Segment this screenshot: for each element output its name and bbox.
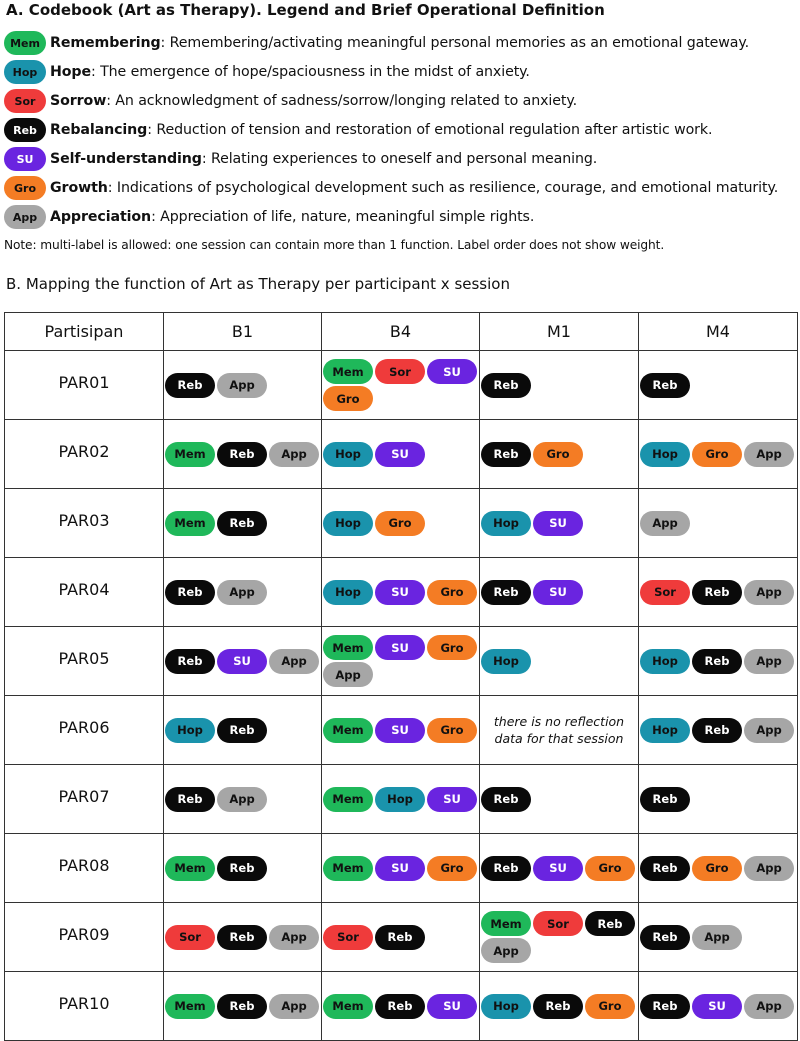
legend-text	[50, 122, 712, 138]
code-pill-gro: Gro	[533, 442, 583, 467]
session-cell	[480, 627, 639, 696]
code-pill-su: SU	[375, 718, 425, 743]
code-pill-app: App	[269, 925, 319, 950]
session-cell	[639, 351, 798, 420]
code-pill-hop: Hop	[165, 718, 215, 743]
code-pill-su: SU	[533, 856, 583, 881]
code-pill-sor: Sor	[375, 359, 425, 384]
pill-group	[322, 442, 478, 467]
code-pill-gro: Gro	[692, 442, 742, 467]
session-cell	[322, 765, 480, 834]
code-pill-reb: Reb	[640, 787, 690, 812]
session-cell	[480, 903, 639, 972]
pill-group	[639, 511, 795, 536]
code-pill-mem: Mem	[165, 856, 215, 881]
code-pill-app: App	[481, 938, 531, 963]
pill-group	[480, 442, 636, 467]
code-pill-hop: Hop	[640, 649, 690, 674]
pill-group	[480, 911, 636, 963]
session-cell	[639, 765, 798, 834]
code-pill-gro: Gro	[4, 176, 46, 200]
participant-name: PAR01	[5, 351, 164, 420]
participant-name: PAR09	[5, 903, 164, 972]
table-row	[5, 627, 798, 696]
legend-term: Appreciation	[50, 209, 152, 225]
legend-definition: : Appreciation of life, nature, meaningful simple rights.	[151, 209, 535, 225]
code-pill-su: SU	[375, 580, 425, 605]
code-pill-mem: Mem	[323, 994, 373, 1019]
table-row	[5, 489, 798, 558]
session-cell	[480, 558, 639, 627]
participant-name: PAR03	[5, 489, 164, 558]
pill-group	[322, 787, 478, 812]
pill-group	[639, 925, 795, 950]
code-pill-gro: Gro	[585, 994, 635, 1019]
code-pill-hop: Hop	[323, 580, 373, 605]
code-pill-app: App	[744, 856, 794, 881]
session-cell	[639, 972, 798, 1041]
session-cell	[480, 489, 639, 558]
code-pill-reb: Reb	[165, 787, 215, 812]
pill-group	[480, 373, 636, 398]
pill-group	[639, 994, 795, 1019]
code-pill-app: App	[217, 580, 267, 605]
code-pill-reb: Reb	[217, 442, 267, 467]
code-pill-reb: Reb	[165, 373, 215, 398]
code-pill-mem: Mem	[323, 635, 373, 660]
header-b1: B1	[164, 313, 322, 351]
legend-row-hop	[4, 59, 530, 85]
code-pill-hop: Hop	[323, 511, 373, 536]
code-pill-reb: Reb	[640, 925, 690, 950]
legend-text	[50, 64, 530, 80]
pill-group	[322, 718, 478, 743]
section-b-title: B. Mapping the function of Art as Therapy per participant x session	[6, 275, 510, 293]
session-cell	[164, 903, 322, 972]
session-cell	[164, 696, 322, 765]
session-cell	[480, 834, 639, 903]
code-pill-app: App	[744, 580, 794, 605]
legend-definition: : Remembering/activating meaningful personal memories as an emotional gateway.	[160, 35, 750, 51]
pill-group	[164, 856, 320, 881]
legend-text	[50, 209, 534, 225]
pill-group	[480, 580, 636, 605]
pill-group	[639, 580, 795, 605]
session-cell	[322, 558, 480, 627]
code-pill-reb: Reb	[375, 994, 425, 1019]
legend-row-mem	[4, 30, 749, 56]
code-pill-su: SU	[692, 994, 742, 1019]
code-pill-gro: Gro	[323, 386, 373, 411]
pill-group	[322, 925, 478, 950]
code-pill-reb: Reb	[640, 373, 690, 398]
pill-group	[639, 442, 795, 467]
code-pill-sor: Sor	[323, 925, 373, 950]
code-pill-gro: Gro	[427, 580, 477, 605]
code-pill-su: SU	[427, 787, 477, 812]
legend-definition: : Reduction of tension and restoration of emotional regulation after artistic work.	[147, 122, 713, 138]
code-pill-hop: Hop	[4, 60, 46, 84]
code-pill-gro: Gro	[427, 856, 477, 881]
session-cell	[322, 627, 480, 696]
code-pill-hop: Hop	[481, 994, 531, 1019]
session-cell	[639, 903, 798, 972]
header-m4: M4	[639, 313, 798, 351]
participant-name: PAR08	[5, 834, 164, 903]
participant-name: PAR05	[5, 627, 164, 696]
code-pill-app: App	[269, 442, 319, 467]
header-m1: M1	[480, 313, 639, 351]
code-pill-su: SU	[533, 580, 583, 605]
table-row	[5, 696, 798, 765]
code-pill-reb: Reb	[375, 925, 425, 950]
legend-term: Growth	[50, 180, 108, 196]
code-pill-mem: Mem	[165, 442, 215, 467]
session-cell	[480, 696, 639, 765]
legend-row-gro	[4, 175, 778, 201]
pill-group	[164, 580, 320, 605]
session-cell	[480, 765, 639, 834]
session-cell	[322, 972, 480, 1041]
table-row	[5, 903, 798, 972]
code-pill-app: App	[323, 662, 373, 687]
code-pill-hop: Hop	[640, 442, 690, 467]
pill-group	[164, 925, 320, 950]
session-cell	[480, 972, 639, 1041]
code-pill-reb: Reb	[533, 994, 583, 1019]
pill-group	[322, 635, 478, 687]
table-header-row	[5, 313, 798, 351]
legend-definition: : The emergence of hope/spaciousness in the midst of anxiety.	[91, 64, 530, 80]
code-pill-hop: Hop	[481, 511, 531, 536]
table-row	[5, 351, 798, 420]
code-pill-reb: Reb	[165, 580, 215, 605]
code-pill-su: SU	[375, 635, 425, 660]
legend-term: Sorrow	[50, 93, 107, 109]
code-pill-sor: Sor	[4, 89, 46, 113]
pill-group	[164, 442, 320, 467]
pill-group	[480, 856, 636, 881]
mapping-table	[4, 312, 798, 1041]
code-pill-app: App	[269, 994, 319, 1019]
session-cell	[164, 972, 322, 1041]
legend-row-sor	[4, 88, 577, 114]
legend-row-reb	[4, 117, 712, 143]
code-pill-reb: Reb	[640, 994, 690, 1019]
pill-group	[164, 994, 320, 1019]
legend-term: Remembering	[50, 35, 161, 51]
code-pill-reb: Reb	[481, 856, 531, 881]
session-cell	[164, 420, 322, 489]
code-pill-reb: Reb	[585, 911, 635, 936]
session-cell	[164, 351, 322, 420]
section-a-title: A. Codebook (Art as Therapy). Legend and Brief Operational Definition	[6, 1, 605, 19]
table-row	[5, 558, 798, 627]
legend-text	[50, 35, 749, 51]
session-cell	[639, 834, 798, 903]
legend-text	[50, 180, 778, 196]
session-cell	[322, 420, 480, 489]
code-pill-reb: Reb	[481, 787, 531, 812]
code-pill-gro: Gro	[427, 718, 477, 743]
pill-group	[480, 511, 636, 536]
note-text: Note: multi-label is allowed: one session can contain more than 1 function. Label order does not show weight.	[4, 238, 665, 252]
session-cell	[639, 696, 798, 765]
table-row	[5, 420, 798, 489]
table-row	[5, 972, 798, 1041]
session-cell	[639, 489, 798, 558]
pill-group	[164, 511, 320, 536]
pill-group	[164, 373, 320, 398]
legend-term: Rebalancing	[50, 122, 148, 138]
code-pill-sor: Sor	[640, 580, 690, 605]
session-cell	[322, 903, 480, 972]
no-data-note: there is no reflection data for that session	[493, 714, 625, 746]
code-pill-app: App	[744, 994, 794, 1019]
session-cell	[639, 627, 798, 696]
session-cell	[322, 696, 480, 765]
table-body	[5, 351, 798, 1041]
code-pill-reb: Reb	[217, 925, 267, 950]
pill-group	[164, 649, 320, 674]
session-cell	[164, 627, 322, 696]
code-pill-su: SU	[375, 442, 425, 467]
code-pill-mem: Mem	[481, 911, 531, 936]
code-pill-su: SU	[4, 147, 46, 171]
header-participant: Partisipan	[5, 313, 164, 351]
code-pill-reb: Reb	[165, 649, 215, 674]
code-pill-gro: Gro	[427, 635, 477, 660]
code-pill-su: SU	[427, 359, 477, 384]
legend-term: Hope	[50, 64, 91, 80]
code-pill-reb: Reb	[4, 118, 46, 142]
code-pill-reb: Reb	[481, 442, 531, 467]
code-pill-su: SU	[427, 994, 477, 1019]
code-pill-mem: Mem	[4, 31, 46, 55]
header-b4: B4	[322, 313, 480, 351]
pill-group	[164, 787, 320, 812]
session-cell	[639, 558, 798, 627]
pill-group	[322, 856, 478, 881]
code-pill-app: App	[640, 511, 690, 536]
legend-definition: : An acknowledgment of sadness/sorrow/longing related to anxiety.	[106, 93, 578, 109]
pill-group	[164, 718, 320, 743]
pill-group	[480, 787, 636, 812]
session-cell	[164, 765, 322, 834]
code-pill-mem: Mem	[323, 787, 373, 812]
session-cell	[164, 558, 322, 627]
pill-group	[322, 359, 478, 411]
pill-group	[639, 856, 795, 881]
code-pill-gro: Gro	[375, 511, 425, 536]
code-pill-app: App	[744, 442, 794, 467]
table-row	[5, 834, 798, 903]
session-cell	[480, 351, 639, 420]
code-pill-su: SU	[375, 856, 425, 881]
session-cell	[164, 834, 322, 903]
code-pill-mem: Mem	[323, 856, 373, 881]
code-pill-reb: Reb	[481, 580, 531, 605]
code-pill-reb: Reb	[217, 718, 267, 743]
code-pill-hop: Hop	[640, 718, 690, 743]
legend-term: Self-understanding	[50, 151, 202, 167]
session-cell	[322, 351, 480, 420]
code-pill-app: App	[269, 649, 319, 674]
pill-group	[639, 373, 795, 398]
table-row	[5, 765, 798, 834]
code-pill-gro: Gro	[692, 856, 742, 881]
code-pill-app: App	[4, 205, 46, 229]
code-pill-app: App	[692, 925, 742, 950]
session-cell	[322, 834, 480, 903]
legend-definition: : Indications of psychological development such as resilience, courage, and emotional maturity.	[107, 180, 779, 196]
participant-name: PAR04	[5, 558, 164, 627]
code-pill-reb: Reb	[640, 856, 690, 881]
code-pill-su: SU	[533, 511, 583, 536]
code-pill-reb: Reb	[692, 718, 742, 743]
session-cell	[164, 489, 322, 558]
pill-group	[639, 649, 795, 674]
pill-group	[480, 649, 636, 674]
participant-name: PAR10	[5, 972, 164, 1041]
pill-group	[322, 511, 478, 536]
code-pill-mem: Mem	[323, 359, 373, 384]
pill-group	[639, 787, 795, 812]
legend-text	[50, 151, 597, 167]
legend-definition: : Relating experiences to oneself and personal meaning.	[201, 151, 598, 167]
code-pill-app: App	[744, 649, 794, 674]
legend-text	[50, 93, 577, 109]
code-pill-reb: Reb	[692, 649, 742, 674]
code-pill-hop: Hop	[375, 787, 425, 812]
code-pill-reb: Reb	[217, 856, 267, 881]
code-pill-app: App	[744, 718, 794, 743]
code-pill-su: SU	[217, 649, 267, 674]
pill-group	[322, 994, 478, 1019]
participant-name: PAR02	[5, 420, 164, 489]
code-pill-app: App	[217, 373, 267, 398]
session-cell	[639, 420, 798, 489]
code-pill-reb: Reb	[481, 373, 531, 398]
code-pill-reb: Reb	[217, 511, 267, 536]
session-cell	[480, 420, 639, 489]
code-pill-mem: Mem	[165, 511, 215, 536]
code-pill-reb: Reb	[692, 580, 742, 605]
pill-group	[322, 580, 478, 605]
code-pill-mem: Mem	[323, 718, 373, 743]
legend-row-su	[4, 146, 597, 172]
code-pill-sor: Sor	[533, 911, 583, 936]
participant-name: PAR06	[5, 696, 164, 765]
code-pill-reb: Reb	[217, 994, 267, 1019]
code-pill-mem: Mem	[165, 994, 215, 1019]
code-pill-app: App	[217, 787, 267, 812]
legend-row-app	[4, 204, 534, 230]
session-cell	[322, 489, 480, 558]
code-pill-hop: Hop	[323, 442, 373, 467]
code-pill-sor: Sor	[165, 925, 215, 950]
code-pill-hop: Hop	[481, 649, 531, 674]
pill-group	[639, 718, 795, 743]
participant-name: PAR07	[5, 765, 164, 834]
pill-group	[480, 994, 636, 1019]
code-pill-gro: Gro	[585, 856, 635, 881]
